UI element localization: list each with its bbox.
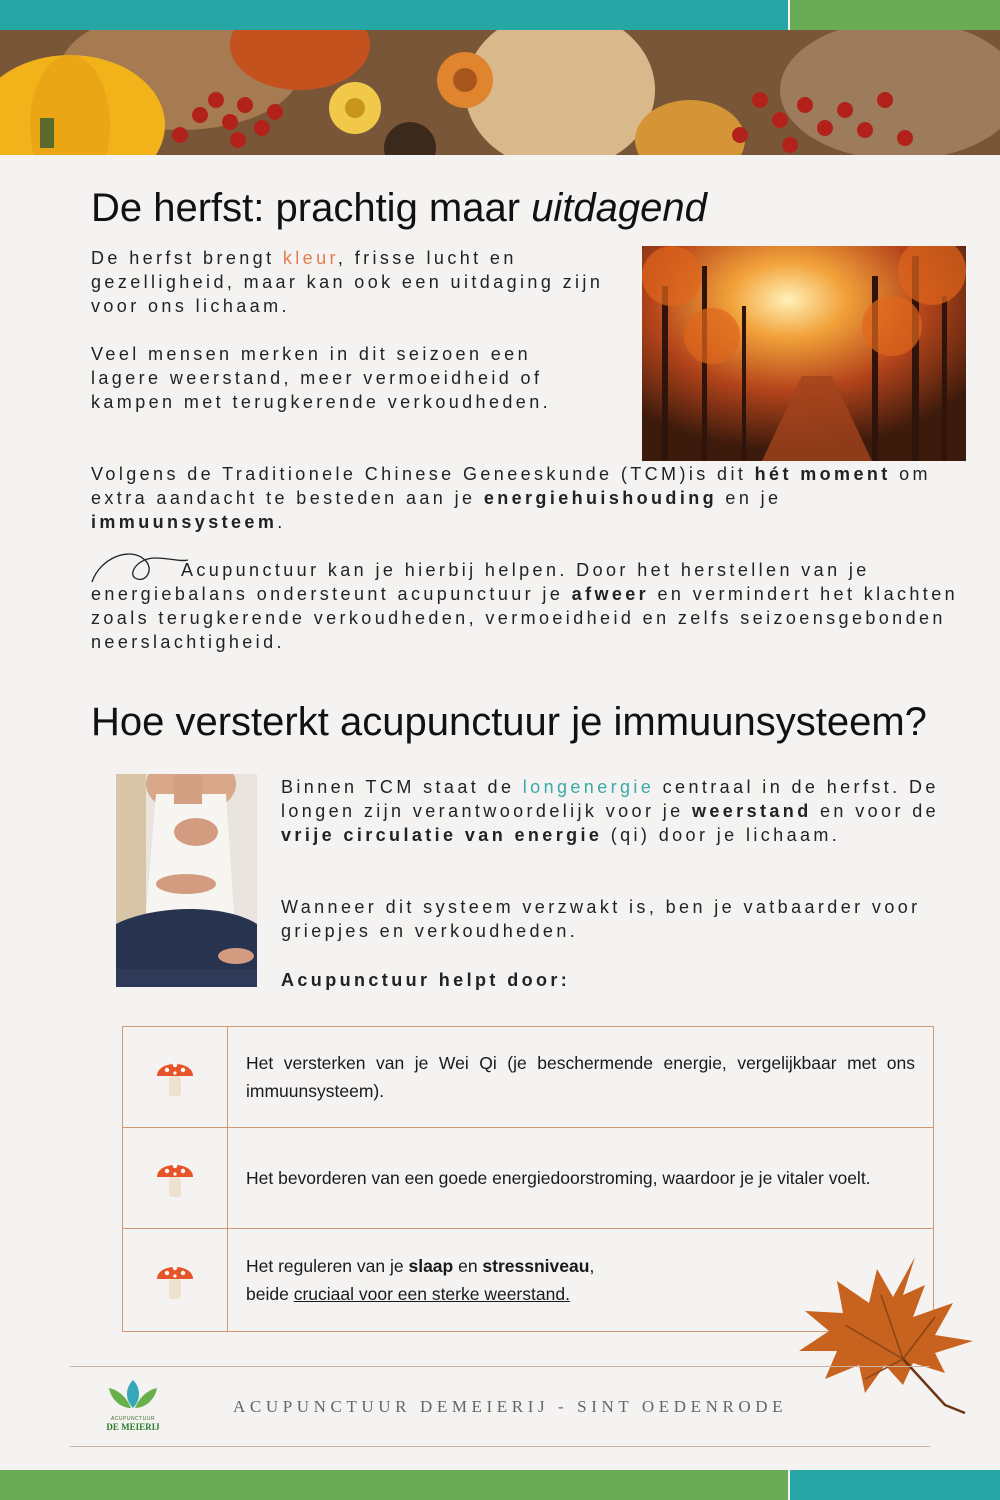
bottom-green-bar <box>0 1470 788 1500</box>
section1-title: De herfst: prachtig maar uitdagend <box>91 186 707 230</box>
table-icon-cell <box>123 1229 228 1332</box>
helps-by-heading: Acupunctuur helpt door: <box>281 970 571 990</box>
footer-top-divider <box>70 1366 930 1367</box>
logo <box>96 1378 170 1438</box>
logo-name: DE MEIERIJ <box>106 1422 160 1432</box>
meditation-photo <box>116 774 257 987</box>
resistance-paragraph: Veel mensen merken in dit seizoen een lagere weerstand, meer vermoeidheid of kampen met terugkerende verkoudheden. <box>91 344 552 412</box>
acupuncture-paragraph: Acupunctuur kan je hierbij helpen. Door het herstellen van je energiebalans ondersteunt acupunctuur je afweer en vermindert het klachten zoals terugkerende verkoudheden, vermoeidheid en zelfs seizoensgebonden neerslachtigheid. <box>91 560 959 652</box>
bottom-teal-bar <box>790 1470 1000 1500</box>
lotus-logo-icon <box>105 1378 161 1410</box>
top-green-bar <box>790 0 1000 30</box>
logo-small-text: ACUPUNCTUUR <box>110 1416 156 1422</box>
hero-autumn-image <box>0 30 1000 155</box>
intro-paragraph: De herfst brengt kleur, frisse lucht en gezelligheid, maar kan ook een uitdaging zijn voor ons lichaam. <box>91 248 604 316</box>
table-row <box>123 1027 934 1128</box>
top-teal-bar <box>0 0 788 30</box>
benefit-energy-flow: Het bevorderen van een goede energiedoorstroming, waardoor je je vitaler voelt. <box>228 1128 934 1229</box>
lung-energy-paragraph: Binnen TCM staat de longenergie centraal in de herfst. De longen zijn verantwoordelijk voor je weerstand en voor de vrije circulatie van energie (qi) door je lichaam. <box>281 777 940 845</box>
footer-tagline: ACUPUNCTUUR DEMEIERIJ - SINT OEDENRODE <box>233 1397 788 1416</box>
footer-bottom-divider <box>70 1446 930 1447</box>
tcm-paragraph: Volgens de Traditionele Chinese Geneeskunde (TCM)is dit hét moment om extra aandacht te besteden aan je energiehuishouding en je immuunsysteem. <box>91 464 931 532</box>
mushroom-icon <box>155 1052 195 1098</box>
table-icon-cell <box>123 1027 228 1128</box>
mushroom-icon <box>155 1153 195 1199</box>
benefit-wei-qi: Het versterken van je Wei Qi (je beschermende energie, vergelijkbaar met ons immuunsysteem). <box>228 1027 934 1128</box>
table-row <box>123 1128 934 1229</box>
autumn-forest-photo <box>642 246 966 461</box>
autumn-leaf-icon <box>785 1255 977 1415</box>
weakened-system-paragraph: Wanneer dit systeem verzwakt is, ben je vatbaarder voor griepjes en verkoudheden. <box>281 897 921 941</box>
section2-title: Hoe versterkt acupunctuur je immuunsysteem? <box>91 700 927 744</box>
benefit-sleep-stress: Het reguleren van je slaap en stressniveau, beide cruciaal voor een sterke weerstand. <box>228 1229 934 1332</box>
table-icon-cell <box>123 1128 228 1229</box>
mushroom-icon <box>155 1255 195 1301</box>
